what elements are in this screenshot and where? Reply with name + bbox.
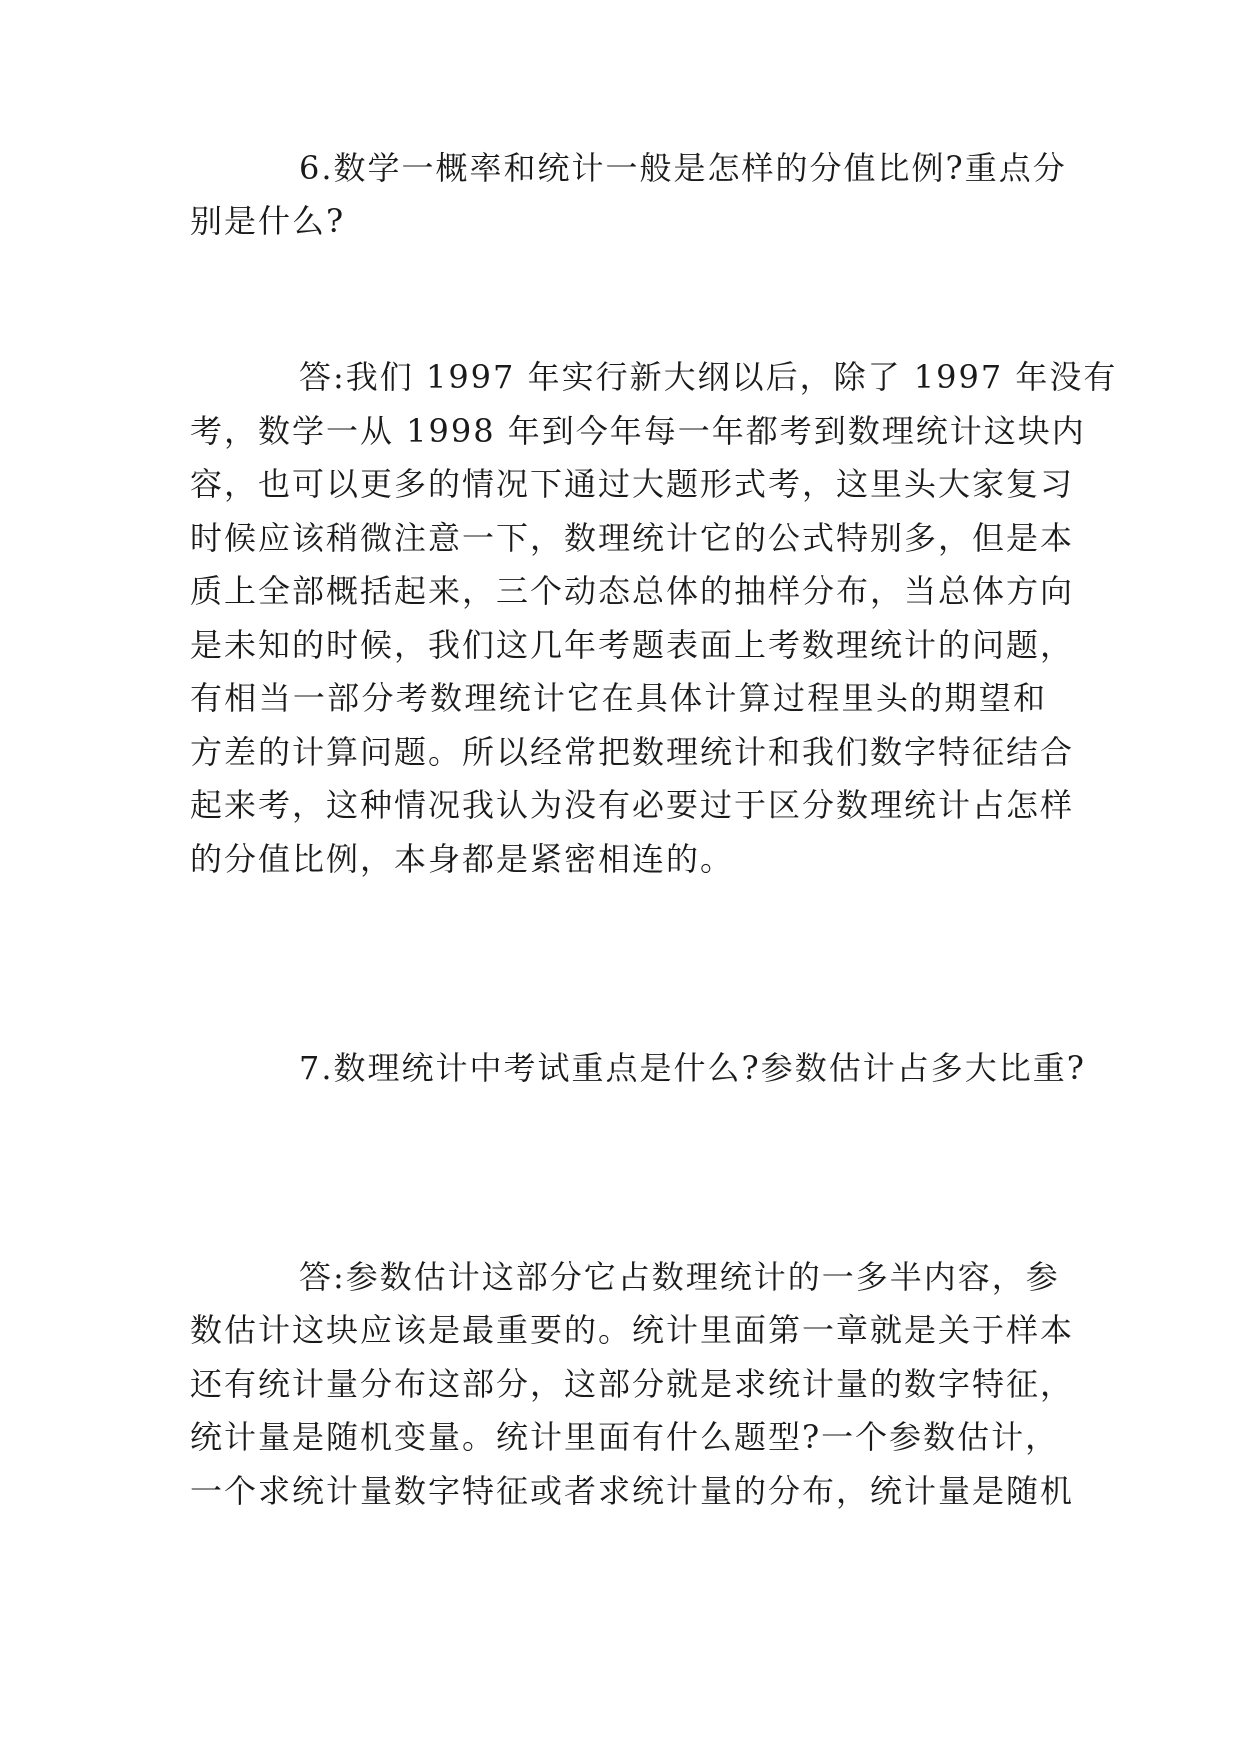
q7-answer-line-4: 统计量是随机变量。统计里面有什么题型?一个参数估计， [190, 1418, 1060, 1456]
q6-answer-line-10: 的分值比例，本身都是紧密相连的。 [190, 840, 735, 878]
q7-answer-line-1: 答:参数估计这部分它占数理统计的一多半内容，参 [299, 1258, 1060, 1296]
q7-heading-line-1: 7.数理统计中考试重点是什么?参数估计占多大比重? [299, 1049, 1086, 1087]
q6-answer-line-6: 是未知的时候，我们这几年考题表面上考数理统计的问题， [190, 626, 1075, 664]
q6-answer-line-8: 方差的计算问题。所以经常把数理统计和我们数字特征结合 [190, 733, 1075, 771]
q6-answer-line-1: 答:我们 1997 年实行新大纲以后，除了 1997 年没有 [299, 358, 1118, 396]
q6-answer-line-7: 有相当一部分考数理统计它在具体计算过程里头的期望和 [190, 679, 1047, 717]
q7-answer-line-2: 数估计这块应该是最重要的。统计里面第一章就是关于样本 [190, 1311, 1075, 1349]
q6-heading-line-2: 别是什么? [190, 202, 346, 240]
q6-answer-line-9: 起来考，这种情况我认为没有必要过于区分数理统计占怎样 [190, 786, 1075, 824]
q6-answer-line-4: 时候应该稍微注意一下，数理统计它的公式特别多，但是本 [190, 519, 1075, 557]
q6-answer-line-3: 容，也可以更多的情况下通过大题形式考，这里头大家复习 [190, 465, 1075, 503]
q7-answer-line-3: 还有统计量分布这部分，这部分就是求统计量的数字特征， [190, 1365, 1075, 1403]
q6-answer-line-5: 质上全部概括起来，三个动态总体的抽样分布，当总体方向 [190, 572, 1075, 610]
q6-heading-line-1: 6.数学一概率和统计一般是怎样的分值比例?重点分 [299, 149, 1067, 187]
q7-answer-line-5: 一个求统计量数字特征或者求统计量的分布，统计量是随机 [190, 1472, 1075, 1510]
q6-answer-line-2: 考，数学一从 1998 年到今年每一年都考到数理统计这块内 [190, 412, 1086, 450]
